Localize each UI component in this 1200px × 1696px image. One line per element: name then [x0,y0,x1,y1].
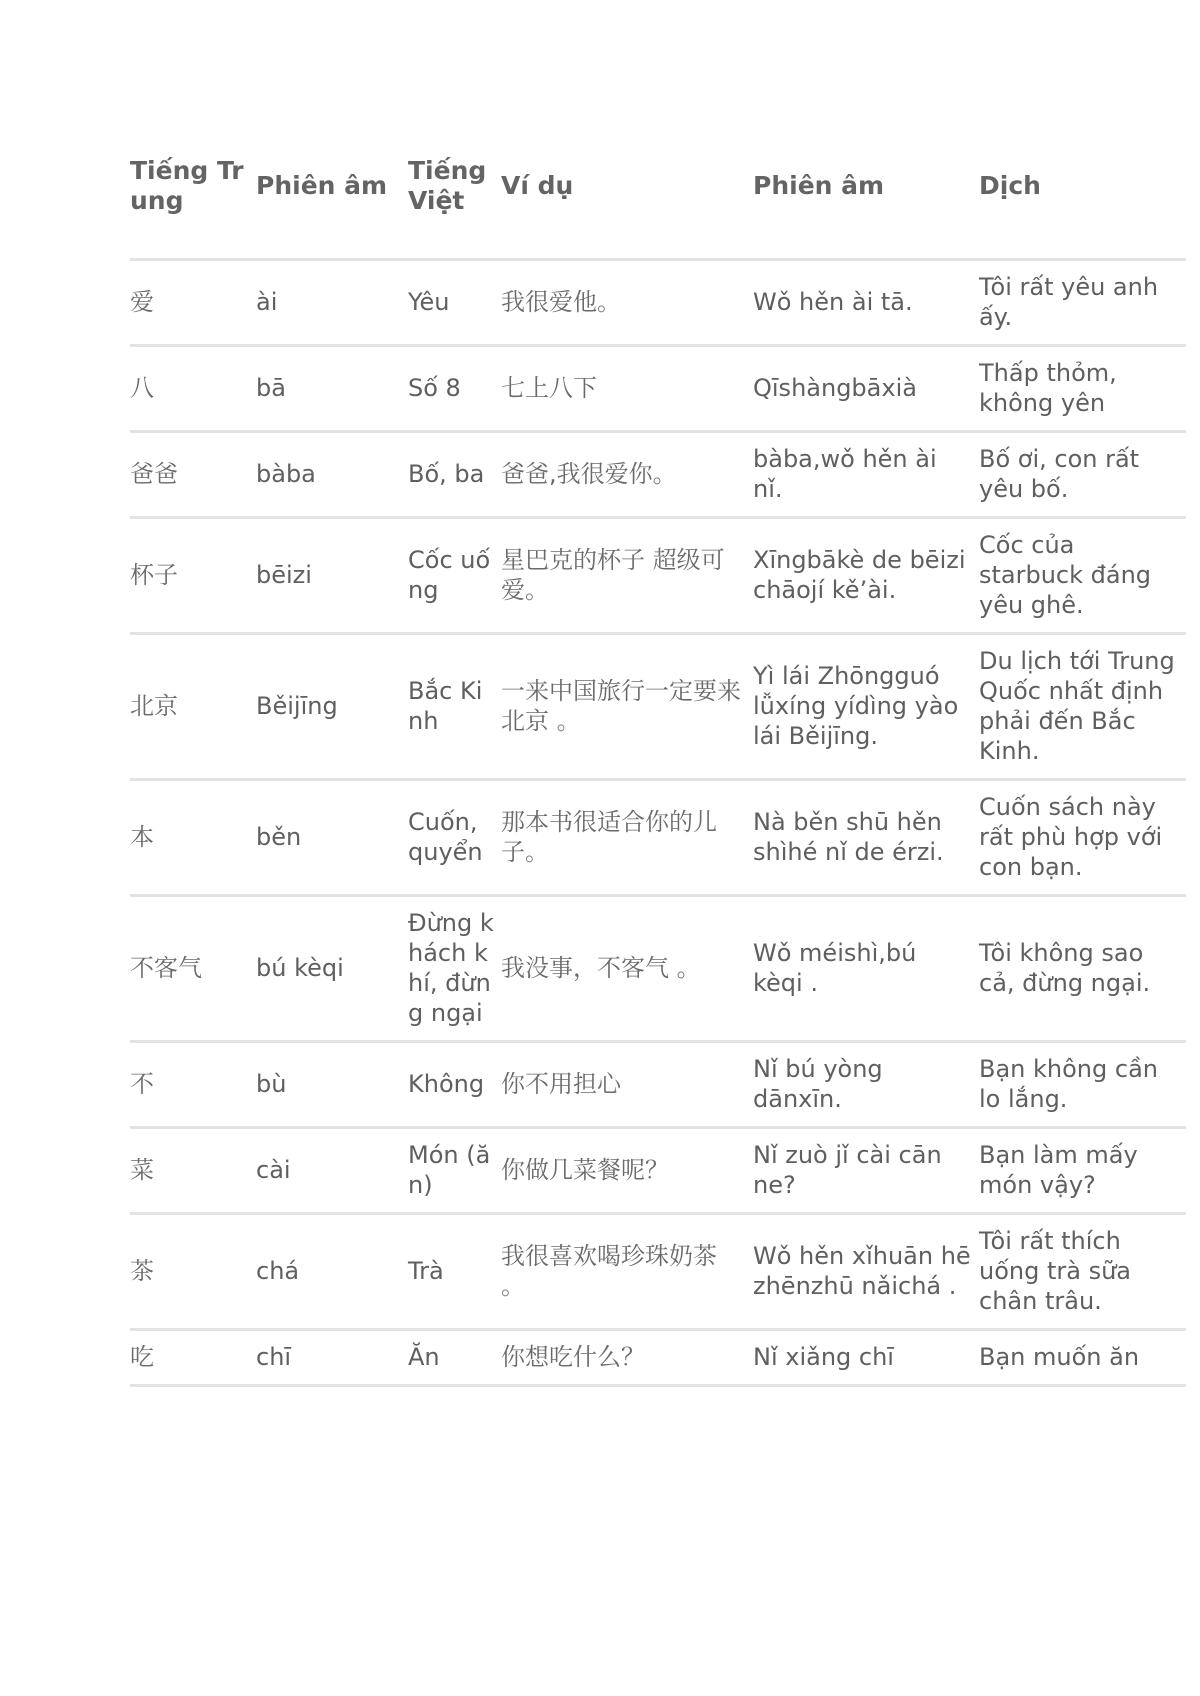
table-row [130,432,1186,518]
table-row [130,518,1186,634]
cell-chinese: 爱 [130,260,256,346]
cell-example: 爸爸,我很爱你。 [501,432,753,518]
cell-translation: Cuốn sách này rất phù hợp với con bạn. [979,780,1186,896]
cell-example-pinyin: Nǐ zuò jǐ cài cān ne? [753,1128,979,1214]
cell-vietnamese: Bố, ba [408,432,501,518]
cell-chinese: 不客气 [130,896,256,1042]
cell-translation: Tôi không sao cả, đừng ngại. [979,896,1186,1042]
cell-chinese: 吃 [130,1330,256,1386]
cell-vietnamese: Món (ăn) [408,1128,501,1214]
table-row [130,1128,1186,1214]
cell-example: 我没事，不客气 。 [501,896,753,1042]
cell-pinyin: bàba [256,432,408,518]
vocabulary-table [130,150,1186,1387]
cell-translation: Cốc của starbuck đáng yêu ghê. [979,518,1186,634]
cell-translation: Bạn làm mấy món vậy? [979,1128,1186,1214]
table-row [130,1330,1186,1386]
cell-translation: Tôi rất thích uống trà sữa chân trâu. [979,1214,1186,1330]
cell-pinyin: bù [256,1042,408,1128]
table-row [130,634,1186,780]
header-row [130,150,1186,260]
cell-example-pinyin: Yì lái Zhōngguó lǚxíng yídìng yào lái Běijīng. [753,634,979,780]
cell-vietnamese: Cuốn, quyển [408,780,501,896]
table-row [130,260,1186,346]
table-row [130,896,1186,1042]
cell-pinyin: bā [256,346,408,432]
cell-example: 你不用担心 [501,1042,753,1128]
cell-chinese: 北京 [130,634,256,780]
cell-translation: Bạn không cần lo lắng. [979,1042,1186,1128]
table-row [130,346,1186,432]
cell-example: 那本书很适合你的儿子。 [501,780,753,896]
table-row [130,1042,1186,1128]
table-body [130,260,1186,1386]
cell-chinese: 菜 [130,1128,256,1214]
header-translation: Dịch [979,171,1041,200]
header-pinyin: Phiên âm [256,171,388,200]
cell-chinese: 本 [130,780,256,896]
header-chinese: Tiếng Trung [130,156,244,215]
cell-example-pinyin: Wǒ hěn ài tā. [753,260,979,346]
cell-vietnamese: Yêu [408,260,501,346]
cell-pinyin: bēizi [256,518,408,634]
cell-example-pinyin: Wǒ hěn xǐhuān hē zhēnzhū nǎichá . [753,1214,979,1330]
cell-translation: Bố ơi, con rất yêu bố. [979,432,1186,518]
cell-pinyin: cài [256,1128,408,1214]
cell-example-pinyin: Xīngbākè de bēizi chāojí kě’ài. [753,518,979,634]
document-page [130,150,1186,1387]
cell-example-pinyin: Wǒ méishì,bú kèqi . [753,896,979,1042]
cell-translation: Du lịch tới Trung Quốc nhất định phải đến Bắc Kinh. [979,634,1186,780]
cell-example: 你做几菜餐呢？ [501,1128,753,1214]
header-example-pinyin: Phiên âm [753,171,885,200]
cell-chinese: 八 [130,346,256,432]
cell-example-pinyin: Nǐ xiǎng chī [753,1330,979,1386]
cell-chinese: 爸爸 [130,432,256,518]
cell-example-pinyin: Qīshàngbāxià [753,346,979,432]
cell-translation: Tôi rất yêu anh ấy. [979,260,1186,346]
cell-vietnamese: Không [408,1042,501,1128]
cell-pinyin: běn [256,780,408,896]
cell-example: 一来中国旅行一定要来北京 。 [501,634,753,780]
cell-translation: Thấp thỏm, không yên [979,346,1186,432]
cell-pinyin: Běijīng [256,634,408,780]
cell-pinyin: ài [256,260,408,346]
cell-pinyin: chá [256,1214,408,1330]
cell-vietnamese: Ăn [408,1330,501,1386]
table-header [130,150,1186,260]
cell-example: 我很爱他。 [501,260,753,346]
cell-chinese: 茶 [130,1214,256,1330]
cell-example-pinyin: bàba,wǒ hěn ài nǐ. [753,432,979,518]
cell-pinyin: bú kèqi [256,896,408,1042]
cell-vietnamese: Số 8 [408,346,501,432]
header-example: Ví dụ [501,171,574,200]
cell-pinyin: chī [256,1330,408,1386]
cell-example: 星巴克的杯子 超级可爱。 [501,518,753,634]
cell-chinese: 不 [130,1042,256,1128]
cell-example-pinyin: Nǐ bú yòng dānxīn. [753,1042,979,1128]
header-vietnamese: Tiếng Việt [408,156,487,215]
cell-chinese: 杯子 [130,518,256,634]
table-row [130,780,1186,896]
cell-vietnamese: Đừng khách khí, đừng ngại [408,896,501,1042]
cell-translation: Bạn muốn ăn [979,1330,1186,1386]
cell-example: 七上八下 [501,346,753,432]
cell-example-pinyin: Nà běn shū hěn shìhé nǐ de érzi. [753,780,979,896]
cell-vietnamese: Bắc Kinh [408,634,501,780]
cell-example: 你想吃什么？ [501,1330,753,1386]
cell-vietnamese: Trà [408,1214,501,1330]
cell-vietnamese: Cốc uống [408,518,501,634]
table-row [130,1214,1186,1330]
cell-example: 我很喜欢喝珍珠奶茶 。 [501,1214,753,1330]
